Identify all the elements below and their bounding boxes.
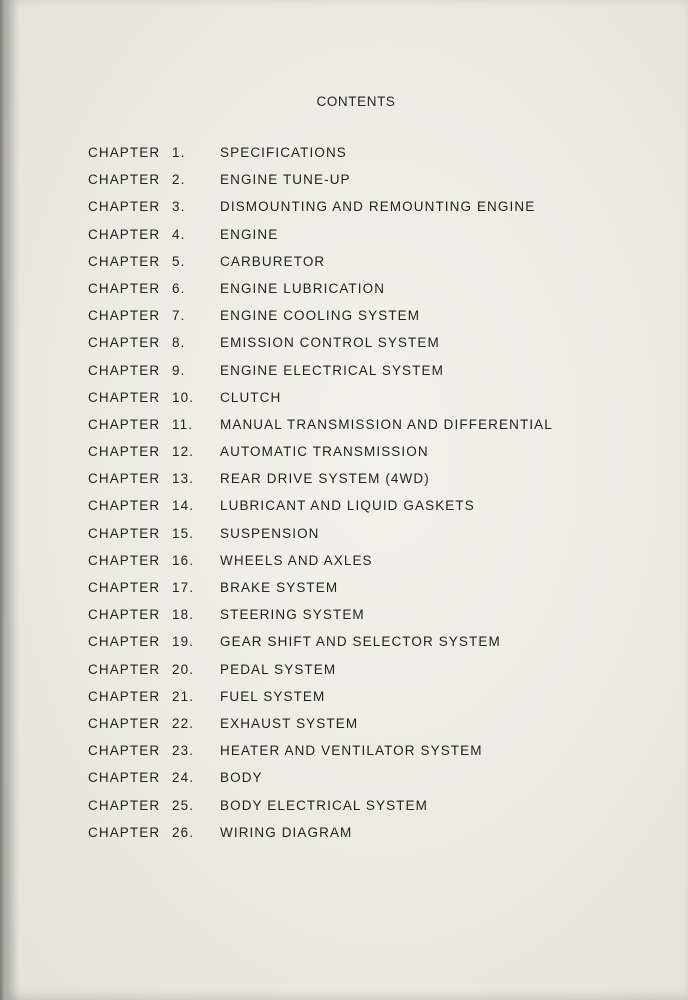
chapter-word: CHAPTER — [88, 498, 161, 514]
chapter-number: 26. — [172, 824, 195, 840]
chapter-word: CHAPTER — [88, 172, 161, 188]
chapter-number: 7. — [172, 308, 186, 324]
chapter-row — [6, 415, 688, 442]
chapter-number: 15. — [172, 525, 195, 541]
chapter-row — [6, 823, 688, 850]
chapter-row — [6, 768, 688, 795]
chapter-row — [6, 524, 688, 551]
chapter-title: SUSPENSION — [220, 525, 320, 541]
chapter-word: CHAPTER — [88, 824, 161, 840]
chapter-number: 8. — [172, 335, 186, 351]
chapter-number: 10. — [172, 389, 195, 405]
contents-heading: CONTENTS — [316, 94, 396, 109]
chapter-word: CHAPTER — [88, 580, 161, 595]
chapter-row — [6, 442, 688, 469]
chapter-word: CHAPTER — [88, 416, 161, 432]
chapter-title: ENGINE LUBRICATION — [220, 280, 386, 296]
chapter-number: 16. — [172, 552, 195, 568]
chapter-word: CHAPTER — [88, 797, 161, 813]
chapter-word: CHAPTER — [88, 525, 161, 541]
chapter-number: 21. — [172, 688, 195, 704]
chapter-word: CHAPTER — [88, 145, 161, 160]
chapter-word: CHAPTER — [88, 688, 161, 704]
chapter-word: CHAPTER — [88, 389, 161, 405]
chapter-title: BODY — [220, 770, 263, 786]
chapter-number: 24. — [172, 770, 195, 786]
chapter-word: CHAPTER — [88, 471, 161, 487]
chapter-title: CLUTCH — [220, 389, 282, 405]
chapter-word: CHAPTER — [88, 199, 161, 215]
chapter-row — [6, 496, 688, 523]
chapter-row — [6, 469, 688, 496]
chapter-row — [6, 714, 688, 741]
chapter-number: 20. — [172, 661, 195, 677]
chapter-title: ENGINE — [220, 226, 279, 242]
chapter-number: 19. — [172, 634, 195, 650]
chapter-title: FUEL SYSTEM — [220, 688, 326, 704]
chapter-row — [6, 687, 688, 714]
chapter-row — [6, 361, 688, 388]
chapter-row — [6, 388, 688, 415]
chapter-title: SPECIFICATIONS — [220, 145, 347, 160]
chapter-number: 6. — [172, 280, 186, 296]
chapter-title: BRAKE SYSTEM — [220, 580, 339, 595]
chapter-word: CHAPTER — [88, 634, 161, 650]
chapter-title: PEDAL SYSTEM — [220, 661, 337, 677]
chapter-row — [6, 306, 688, 333]
chapter-title: ENGINE COOLING SYSTEM — [220, 308, 421, 324]
chapter-title: DISMOUNTING AND REMOUNTING ENGINE — [220, 199, 536, 215]
chapter-row — [6, 252, 688, 279]
chapter-number: 3. — [172, 199, 186, 215]
chapter-number: 22. — [172, 715, 195, 731]
chapter-title: ENGINE TUNE-UP — [220, 172, 351, 188]
chapter-number: 17. — [172, 580, 195, 595]
chapter-number: 1. — [172, 145, 186, 160]
chapter-number: 18. — [172, 607, 195, 623]
chapter-number: 14. — [172, 498, 195, 514]
chapter-list — [6, 143, 688, 850]
contents-page — [6, 0, 688, 1000]
chapter-title: ENGINE ELECTRICAL SYSTEM — [220, 362, 444, 378]
chapter-word: CHAPTER — [88, 362, 161, 378]
chapter-title: LUBRICANT AND LIQUID GASKETS — [220, 498, 475, 514]
chapter-row — [6, 741, 688, 768]
chapter-row — [6, 578, 688, 605]
chapter-row — [6, 225, 688, 252]
chapter-number: 12. — [172, 444, 195, 460]
chapter-word: CHAPTER — [88, 607, 161, 623]
chapter-title: BODY ELECTRICAL SYSTEM — [220, 797, 428, 813]
chapter-row — [6, 197, 688, 224]
chapter-word: CHAPTER — [88, 308, 161, 324]
chapter-word: CHAPTER — [88, 743, 161, 759]
chapter-row — [6, 605, 688, 632]
chapter-number: 23. — [172, 743, 195, 759]
chapter-row — [6, 170, 688, 197]
chapter-word: CHAPTER — [88, 715, 161, 731]
chapter-row — [6, 279, 688, 306]
chapter-word: CHAPTER — [88, 226, 161, 242]
chapter-row — [6, 143, 688, 170]
chapter-word: CHAPTER — [88, 444, 161, 460]
chapter-row — [6, 796, 688, 823]
chapter-word: CHAPTER — [88, 335, 161, 351]
chapter-row — [6, 333, 688, 360]
chapter-title: EMISSION CONTROL SYSTEM — [220, 335, 440, 351]
chapter-title: CARBURETOR — [220, 253, 326, 269]
chapter-number: 25. — [172, 797, 195, 813]
chapter-title: WHEELS AND AXLES — [220, 552, 373, 568]
chapter-number: 2. — [172, 172, 186, 188]
chapter-row — [6, 632, 688, 659]
chapter-number: 5. — [172, 253, 186, 269]
chapter-row — [6, 660, 688, 687]
chapter-row — [6, 551, 688, 578]
chapter-title: STEERING SYSTEM — [220, 607, 365, 623]
chapter-number: 11. — [172, 416, 194, 432]
chapter-word: CHAPTER — [88, 770, 161, 786]
chapter-word: CHAPTER — [88, 253, 161, 269]
chapter-title: WIRING DIAGRAM — [220, 824, 353, 840]
chapter-word: CHAPTER — [88, 661, 161, 677]
chapter-title: AUTOMATIC TRANSMISSION — [220, 444, 429, 460]
chapter-title: GEAR SHIFT AND SELECTOR SYSTEM — [220, 634, 501, 650]
chapter-number: 13. — [172, 471, 195, 487]
chapter-title: REAR DRIVE SYSTEM (4WD) — [220, 471, 430, 487]
chapter-title: MANUAL TRANSMISSION AND DIFFERENTIAL — [220, 416, 553, 432]
chapter-number: 4. — [172, 226, 186, 242]
chapter-title: HEATER AND VENTILATOR SYSTEM — [220, 743, 483, 759]
chapter-word: CHAPTER — [88, 552, 161, 568]
chapter-title: EXHAUST SYSTEM — [220, 715, 359, 731]
chapter-word: CHAPTER — [88, 280, 161, 296]
chapter-number: 9. — [172, 362, 186, 378]
